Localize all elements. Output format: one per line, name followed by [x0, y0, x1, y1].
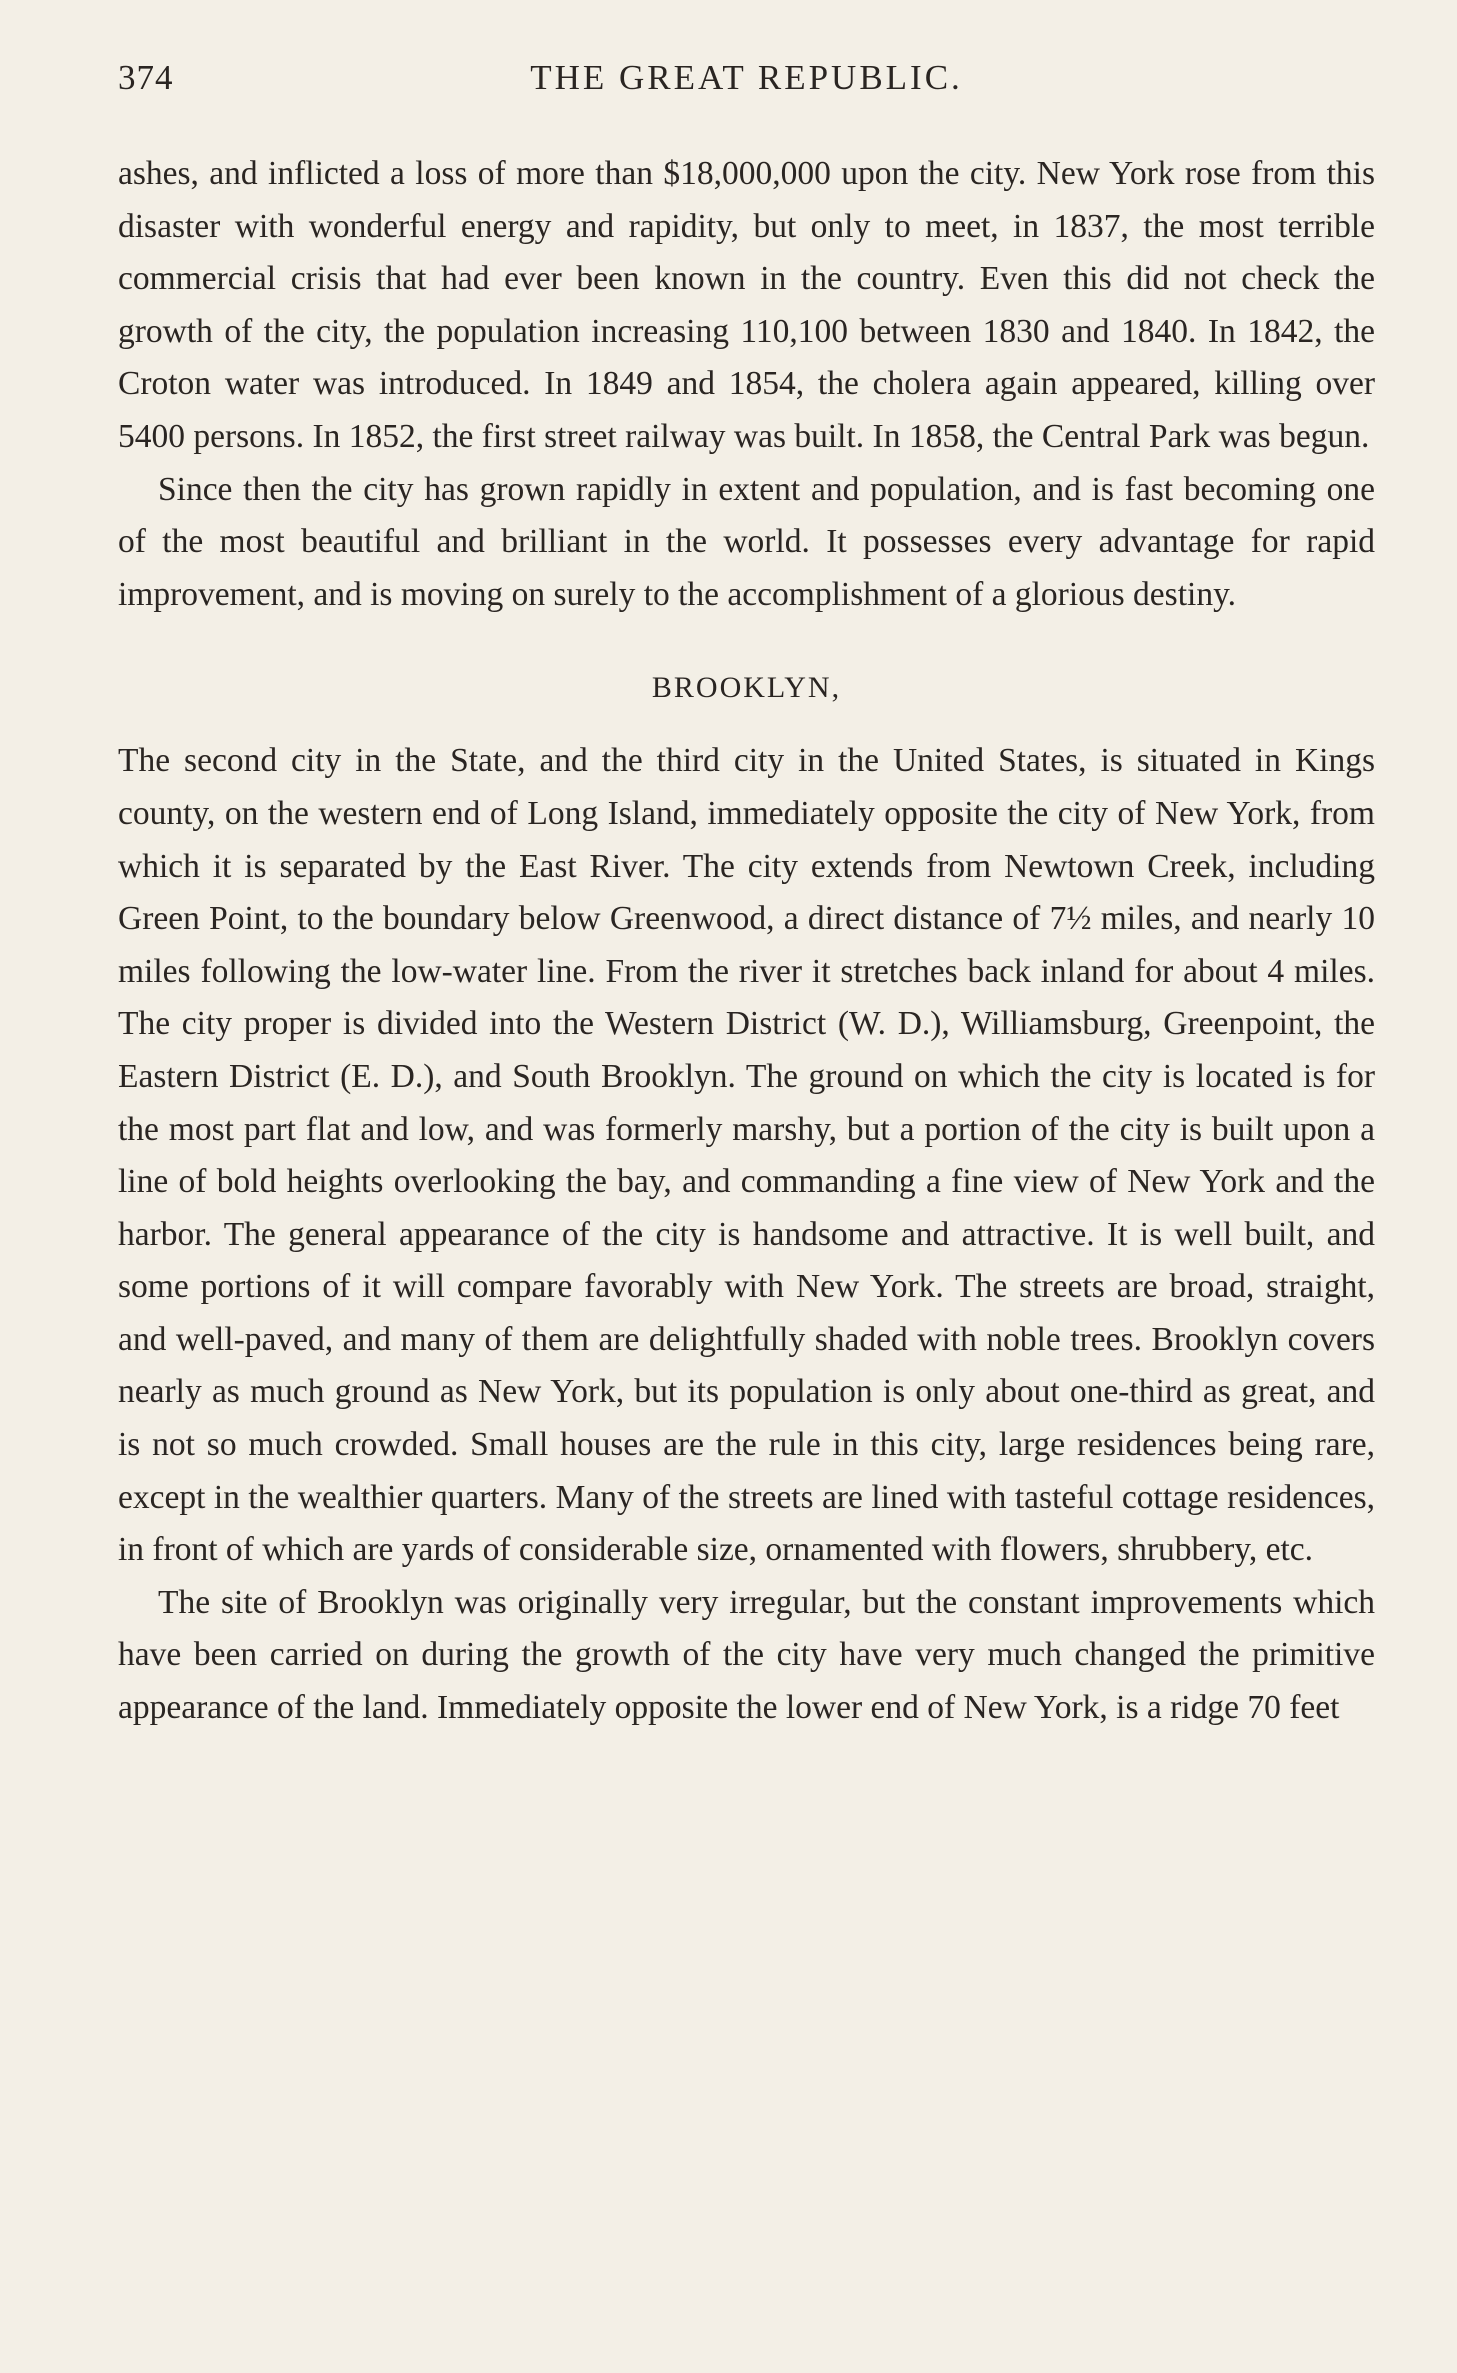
- body-text: [118, 148, 1375, 1735]
- paragraph: Since then the city has grown rapidly in extent and population, and is fast becoming one of the most beautiful and brilliant in the world. It possesses every advantage for rapid improvement, and is moving on surely to the accomplishment of a glorious destiny.: [118, 470, 1375, 613]
- paragraph: The site of Brooklyn was originally very irregular, but the constant improvements which have been carried on during the growth of the city have very much changed the primitive appearance of the land. Immediately opposite the lower end of New York, is a ridge 70 feet: [118, 1583, 1375, 1727]
- paragraph-continued: ashes, and inflicted a loss of more than $18,000,000 upon the city. New York rose from this disaster with wonderful energy and rapidity, but only to meet, in 1837, the most terrible commercial crisis that had ever been known in the country. Even this did not check the growth of the city, the population increasing 110,100 between 1830 and 1840. In 1842, the Croton water was introduced. In 1849 and 1854, the cholera again appeared, killing over 5400 persons. In 1852, the first street railway was built. In 1858, the Central Park was begun.: [118, 155, 1375, 455]
- page-number: 374: [118, 58, 174, 97]
- section-heading: BROOKLYN,: [651, 671, 842, 705]
- running-title: THE GREAT REPUBLIC.: [530, 58, 963, 97]
- paragraph: The second city in the State, and the third city in the United States, is situated in Kings county, on the western end of Long Island, immediately opposite the city of New York, from which it is separated by the East River. The city extends from Newtown Creek, including Green Point, to the boundary below Greenwood, a direct distance of 7½ miles, and nearly 10 miles following the low-water line. From the river it stretches back inland for about 4 miles. The city proper is divided into the Western District (W. D.), Williamsburg, Greenpoint, the Eastern District (E. D.), and South Brooklyn. The ground on which the city is located is for the most part flat and low, and was formerly marshy, but a portion of the city is built upon a line of bold heights overlooking the bay, and commanding a fine view of New York and the harbor. The general appearance of the city is handsome and attractive. It is well built, and some portions of it will compare favorably with New York. The streets are broad, straight, and well-paved, and many of them are delightfully shaded with noble trees. Brooklyn covers nearly as much ground as New York, but its population is only about one-third as great, and is not so much crowded. Small houses are the rule in this city, large residences being rare, except in the wealthier quarters. Many of the streets are lined with tasteful cottage residences, in front of which are yards of considerable size, ornamented with flowers, shrubbery, etc.: [118, 742, 1375, 1569]
- running-head: [118, 58, 1375, 108]
